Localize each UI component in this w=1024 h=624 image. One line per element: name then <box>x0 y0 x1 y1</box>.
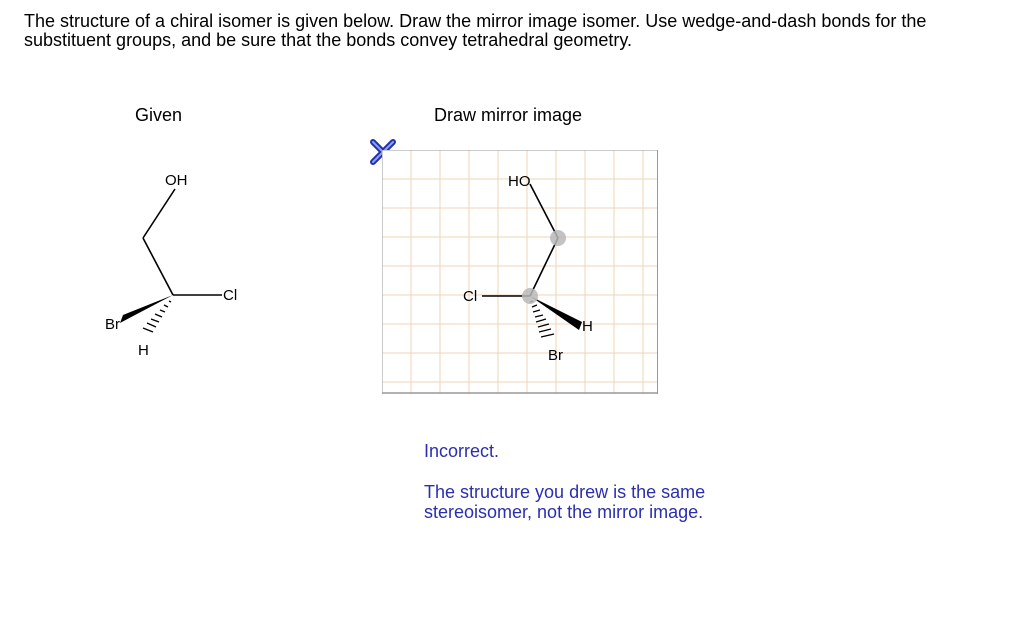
feedback-message: The structure you drew is the same stereoisomer, not the mirror image. <box>424 482 706 522</box>
drawing-canvas[interactable] <box>382 150 658 394</box>
canvas-svg <box>382 150 658 394</box>
atom-selection-marker[interactable] <box>550 230 566 246</box>
given-label: Given <box>135 105 183 125</box>
drawn-atom-h[interactable]: H <box>582 318 593 335</box>
wedge-bond-br <box>120 295 173 323</box>
drawn-atom-ho[interactable]: HO <box>508 173 531 190</box>
given-atom-h: H <box>138 342 149 359</box>
feedback-status: Incorrect. <box>424 441 500 461</box>
atom-selection-marker[interactable] <box>522 288 538 304</box>
bond-oh-ch2 <box>143 189 175 238</box>
draw-mirror-label: Draw mirror image <box>434 105 583 125</box>
drawn-atom-cl[interactable]: Cl <box>463 288 478 305</box>
drawn-atom-br[interactable]: Br <box>548 347 563 364</box>
question-text: The structure of a chiral isomer is given below. Draw the mirror image isomer. Use wedge-and-dash bonds for the substituent groups, and be sure that the bonds convey tetrahedral geometry. <box>24 11 927 50</box>
given-structure <box>100 165 260 375</box>
drawn-bond-ch2-c[interactable] <box>530 238 558 296</box>
bond-ch2-c <box>143 238 173 295</box>
given-atom-br: Br <box>105 316 120 333</box>
given-atom-cl: Cl <box>223 287 238 304</box>
drawn-bond-ho-ch2[interactable] <box>530 184 558 238</box>
given-atom-oh: OH <box>165 172 188 189</box>
